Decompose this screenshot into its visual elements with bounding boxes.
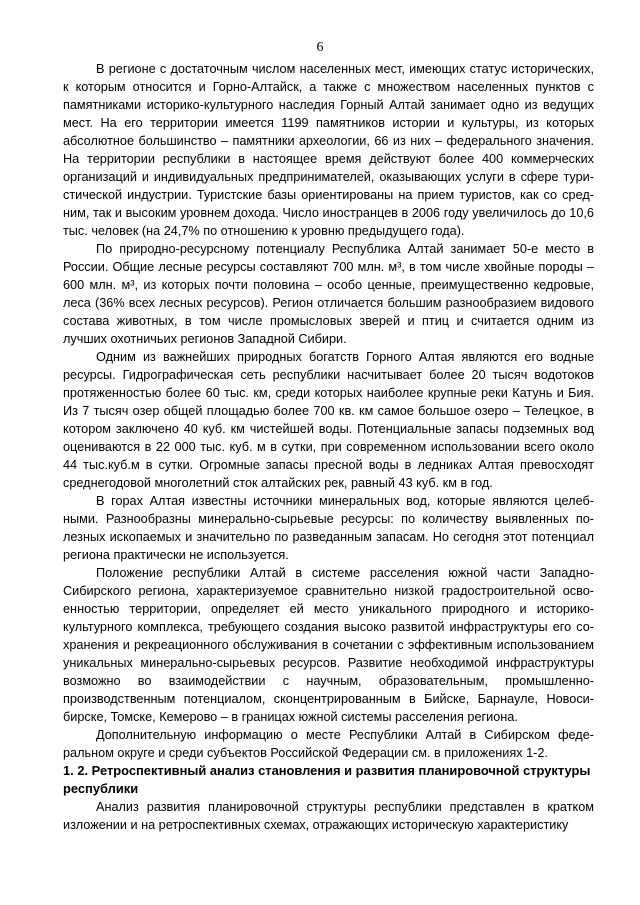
paragraph-additional-info: Дополнительную информацию о месте Республики Алтай в Сибирском федеральном округе и среди субъектов Российской Федерации см. в приложениях 1-2. [63, 728, 594, 760]
paragraph-planning-analysis: Анализ развития планировочной структуры республики представлен в кратком изложении и на ретроспективных схемах, отражающих историческую характеристику [63, 800, 594, 832]
paragraph-historic-places: В регионе с достаточным числом населенных мест, имеющих статус исторических, к которым относится и Горно-Алтайск, а также с множеством населенных пунктов с памятниками историко-культурного наследия Горный Алтай занимает одно из ведущих мест. На его территории имеется 1199 памятников истории и культуры, из которых абсолютное большинство – памятники археологии, 66 из них – федерального значения. На территории республики в настоящее время действуют более 400 коммерческих организаций и индивидуальных предпринимателей, оказывающих услуги в сфере туристической индустрии. Туристские базы ориентированы на прием туристов, как со средним, так и высоким уровнем дохода. Число иностранцев в 2006 году увеличилось до 10,6 тыс. человек (на 24,7% по отношению к уровню предыдущего года). [63, 62, 594, 238]
paragraph-settlement-system: Положение республики Алтай в системе расселения южной части Западно-Сибирского региона, характеризуемое сравнительно низкой градостроительной освоенностью территории, определяет ей место уникального природного и историко-культурного комплекса, требующего создания высоко развитой инфраструктуры его сохранения и рекреационного обслуживания в сочетании с эффективным использованием уникальных минерально-сырьевых ресурсов. Развитие необходимой инфраструктуры возможно во взаимодействии с научным, образовательным, промышленно-производственным потенциалом, сконцентрированным в Бийске, Барнауле, Новосибирске, Томске, Кемерово – в границах южной системы расселения региона. [63, 566, 594, 724]
paragraph-natural-resources: По природно-ресурсному потенциалу Республика Алтай занимает 50-е место в России. Общие лесные ресурсы составляют 700 млн. м³, в том числе хвойные породы – 600 млн. м³, из которых почти половина – особо ценные, преимущественно кедровые, леса (36% всех лесных ресурсов). Регион отличается большим разнообразием видового состава животных, в том числе промысловых зверей и птиц и считается одним из лучших охотничьих регионов Западной Сибири. [63, 242, 594, 346]
document-body [63, 60, 594, 834]
section-heading: 1. 2. Ретроспективный анализ становления и развития планировочной структуры республики [63, 763, 591, 796]
paragraph-mineral-waters: В горах Алтая известны источники минеральных вод, которые являются целебными. Разнообразны минерально-сырьевые ресурсы: по количеству выявленных полезных ископаемых и значительно по разведанным запасам. Но сегодня этот потенциал региона практически не используется. [63, 494, 594, 562]
paragraph-water-resources: Одним из важнейших природных богатств Горного Алтая являются его водные ресурсы. Гидрографическая сеть республики насчитывает более 20 тысяч водотоков протяженностью более 60 тыс. км, среди которых наиболее крупные реки Катунь и Бия. Из 7 тысяч озер общей площадью более 700 кв. км самое большое озеро – Телецкое, в котором заключено 40 куб. км чистейшей воды. Потенциальные запасы подземных вод оцениваются в 22 000 тыс. куб. м в сутки, при современном использовании всего около 44 тыс.куб.м в сутки. Огромные запасы пресной воды в ледниках Алтая превосходят среднегодовой многолетний сток алтайских рек, равный 43 куб. км в год. [63, 350, 594, 490]
page-number: 6 [316, 40, 324, 55]
